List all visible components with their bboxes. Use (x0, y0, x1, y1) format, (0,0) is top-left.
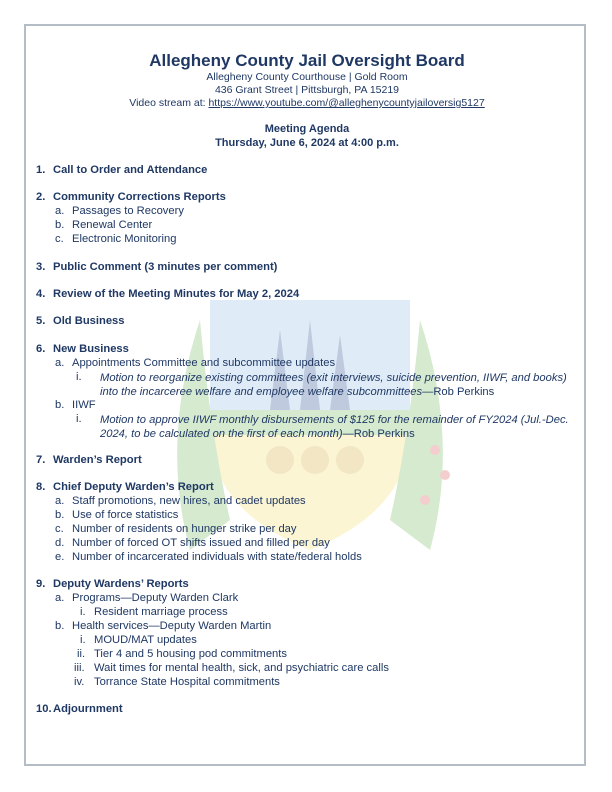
agenda-item-6 (36, 343, 129, 355)
item-text: Old Business (53, 315, 125, 327)
item-number: 10. (36, 703, 52, 715)
sub-item-2b (55, 219, 153, 231)
sub-item-9a (55, 592, 239, 604)
sub-text: Resident marriage process (94, 606, 228, 618)
agenda-item-1 (36, 164, 208, 176)
agenda-item-9 (36, 578, 189, 590)
sub-text: Number of incarcerated individuals with state/federal holds (72, 551, 362, 563)
sub-item-8b (55, 509, 179, 521)
county-seal-watermark (150, 260, 470, 560)
sub-text: Renewal Center (72, 219, 153, 231)
agenda-item-2 (36, 191, 226, 203)
agenda-item-7 (36, 454, 142, 466)
sub-text: Health services—Deputy Warden Martin (72, 620, 272, 632)
stream-link[interactable]: https://www.youtube.com/@alleghenycountyjailoversig5127 (208, 97, 485, 109)
item-number: 7. (36, 454, 46, 466)
sub-number: c. (55, 523, 64, 535)
item-number: 8. (36, 481, 46, 493)
sub-item-9b (55, 620, 272, 632)
motion-mover: —Rob Perkins (342, 428, 415, 440)
sub-item-9a-i (80, 606, 228, 618)
sub-item-6a (55, 357, 336, 369)
video-stream-line (36, 97, 578, 109)
sub-text: Tier 4 and 5 housing pod commitments (94, 648, 287, 660)
item-number: 9. (36, 578, 46, 590)
sub-number: a. (55, 495, 65, 507)
sub-number: c. (55, 233, 64, 245)
sub-text: Programs—Deputy Warden Clark (72, 592, 239, 604)
item-text: Deputy Wardens’ Reports (53, 578, 189, 590)
item-number: 4. (36, 288, 46, 300)
item-text: Warden’s Report (53, 454, 142, 466)
item-number: 5. (36, 315, 46, 327)
sub-text: Number of residents on hunger strike per day (72, 523, 297, 535)
stream-label: Video stream at: (129, 97, 209, 109)
item-number: 6. (36, 343, 46, 355)
meeting-date: Thursday, June 6, 2024 at 4:00 p.m. (215, 137, 399, 149)
sub-item-6b (55, 399, 96, 411)
item-text: Community Corrections Reports (53, 191, 226, 203)
item-number: 2. (36, 191, 46, 203)
sub-number: a. (55, 357, 65, 369)
item-number: 3. (36, 261, 46, 273)
motion-text: Motion to reorganize existing committees (exit interviews, suicide prevention, IIWF, and books) into the incarceree welfare and employee welfare subcommittees (100, 372, 567, 398)
sub-number: i. (80, 606, 86, 618)
sub-number: a. (55, 592, 65, 604)
sub-number: iv. (74, 676, 85, 688)
board-title: Allegheny County Jail Oversight Board (149, 51, 465, 70)
agenda-heading: Meeting Agenda (264, 123, 350, 135)
sub-text: Electronic Monitoring (72, 233, 177, 245)
sub-item-9b-iv (74, 676, 280, 688)
sub-text: Use of force statistics (72, 509, 179, 521)
sub-number: e. (55, 551, 65, 563)
sub-item-9b-i (80, 634, 197, 646)
sub-item-2a (55, 205, 184, 217)
agenda-item-8 (36, 481, 214, 493)
sub-text: Staff promotions, new hires, and cadet updates (72, 495, 306, 507)
address: 436 Grant Street | Pittsburgh, PA 15219 (214, 84, 400, 96)
sub-number: iii. (74, 662, 85, 674)
sub-text: Appointments Committee and subcommittee updates (72, 357, 336, 369)
sub-item-9b-iii (74, 662, 389, 674)
motion-mover: —Rob Perkins (422, 386, 495, 398)
sub-text: IIWF (72, 399, 96, 411)
sub-text: Torrance State Hospital commitments (94, 676, 280, 688)
sub-item-2c (55, 233, 177, 245)
motion-number: i. (76, 371, 82, 383)
sub-item-9b-ii (77, 648, 287, 660)
item-text: New Business (53, 343, 129, 355)
sub-number: b. (55, 399, 65, 411)
location: Allegheny County Courthouse | Gold Room (206, 71, 408, 83)
sub-number: b. (55, 509, 65, 521)
sub-item-8c (55, 523, 297, 535)
sub-text: MOUD/MAT updates (94, 634, 197, 646)
agenda-item-5 (36, 315, 125, 327)
sub-number: d. (55, 537, 65, 549)
motion-text: Motion to approve IIWF monthly disbursements of $125 for the remainder of FY2024 (Jul.-Dec. 2024, to be calculated on the first of each month) (100, 414, 569, 440)
item-number: 1. (36, 164, 46, 176)
sub-number: b. (55, 620, 65, 632)
sub-text: Passages to Recovery (72, 205, 184, 217)
item-text: Call to Order and Attendance (53, 164, 208, 176)
sub-number: ii. (77, 648, 86, 660)
agenda-item-10 (36, 703, 123, 715)
sub-item-8a (55, 495, 306, 507)
motion-number: i. (76, 413, 82, 425)
agenda-item-3 (36, 261, 278, 273)
agenda-item-4 (36, 288, 300, 300)
item-text: Review of the Meeting Minutes for May 2, 2024 (53, 288, 300, 300)
sub-number: b. (55, 219, 65, 231)
sub-item-8e (55, 551, 362, 563)
sub-text: Wait times for mental health, sick, and psychiatric care calls (94, 662, 389, 674)
sub-text: Number of forced OT shifts issued and filled per day (72, 537, 330, 549)
item-text: Adjournment (53, 703, 123, 715)
item-text: Chief Deputy Warden’s Report (53, 481, 214, 493)
sub-item-8d (55, 537, 330, 549)
sub-number: i. (80, 634, 86, 646)
sub-number: a. (55, 205, 65, 217)
item-text: Public Comment (3 minutes per comment) (53, 261, 278, 273)
